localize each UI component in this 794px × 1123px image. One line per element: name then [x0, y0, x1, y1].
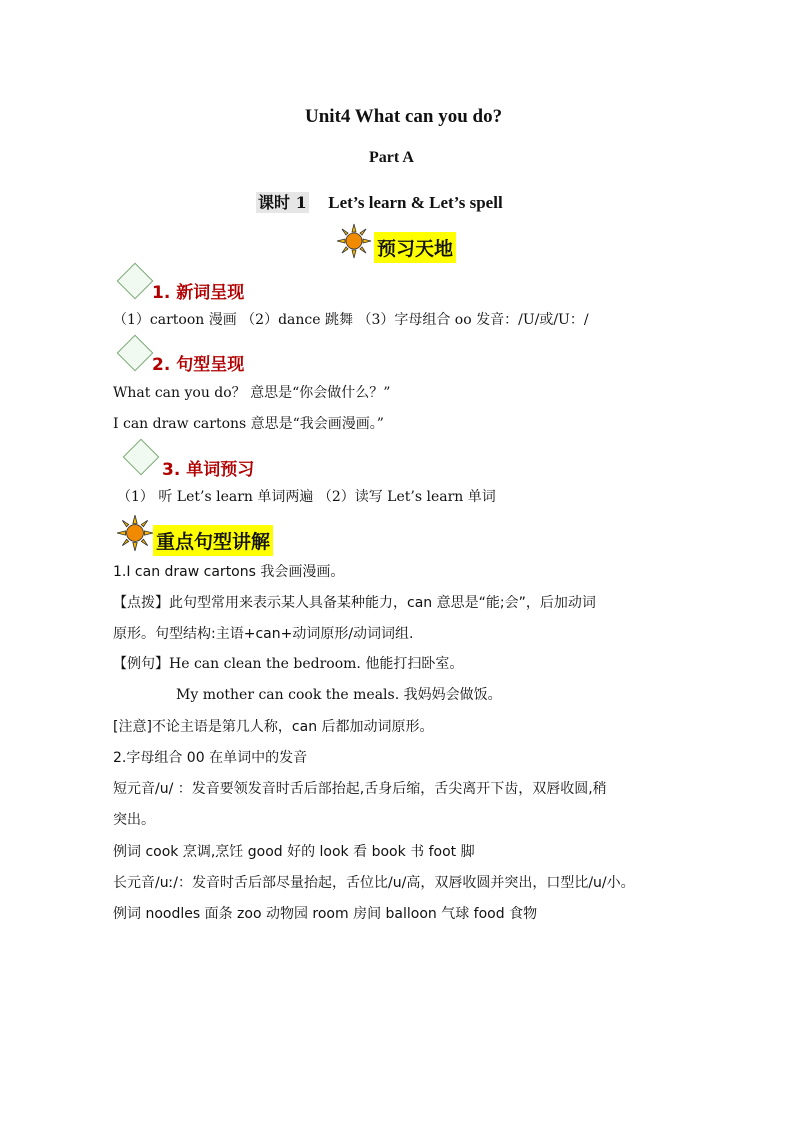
key-line-1: 1.I can draw cartons 我会画漫画。 — [113, 564, 345, 580]
preview-banner: 预习天地 — [374, 232, 456, 263]
key-banner: 重点句型讲解 — [153, 525, 273, 556]
key-line-4: 【例句】He can clean the bedroom. 他能打扫卧室。 — [113, 656, 464, 672]
key-line-6: [注意]不论主语是第几人称，can 后都加动词原形。 — [113, 719, 434, 735]
lesson-text: Let’s learn & Let’s spell — [328, 193, 503, 212]
key-line-5: My mother can cook the meals. 我妈妈会做饭。 — [176, 687, 502, 703]
diamond-icon — [123, 439, 160, 476]
new-words-line: （1）cartoon 漫画 （2）dance 跳舞 （3）字母组合 oo 发音：/U/或/U：/ — [113, 312, 589, 328]
part-label: Part A — [369, 149, 414, 166]
lesson-label: 课时 1 — [258, 193, 307, 212]
word-preview-line: （1） 听 Let’s learn 单词两遍 （2）读写 Let’s learn 单词 — [117, 489, 496, 505]
section-heading-new-words: 1. 新词呈现 — [152, 283, 245, 303]
key-line-12: 例词 noodles 面条 zoo 动物园 room 房间 balloon 气球 food 食物 — [113, 906, 538, 922]
key-line-11: 长元音/uː/：发音时舌后部尽量抬起，舌位比/u/高，双唇收圆并突出，口型比/u/小。 — [113, 875, 635, 891]
key-line-7: 2.字母组合 00 在单词中的发音 — [113, 750, 308, 766]
sentence-line-2: I can draw cartons 意思是“我会画漫画。” — [113, 416, 384, 432]
key-line-2: 【点拨】此句型常用来表示某人具备某种能力，can 意思是“能;会”，后加动词 — [113, 595, 596, 611]
key-line-10: 例词 cook 烹调,烹饪 good 好的 look 看 book 书 foot 脚 — [113, 844, 475, 860]
key-line-9: 突出。 — [113, 812, 155, 828]
sun-icon — [116, 514, 154, 552]
diamond-icon — [117, 263, 154, 300]
page-title: Unit4 What can you do? — [305, 106, 503, 127]
key-line-8: 短元音/u/ ：发音要领发音时舌后部抬起,舌身后缩，舌尖离开下齿，双唇收圆,稍 — [113, 781, 607, 797]
key-line-3: 原形。句型结构:主语+can+动词原形/动词词组. — [113, 626, 414, 642]
section-heading-word-preview: 3. 单词预习 — [162, 460, 255, 480]
section-heading-sentence-pattern: 2. 句型呈现 — [152, 355, 245, 375]
diamond-icon — [117, 335, 154, 372]
sentence-line-1: What can you do？ 意思是“你会做什么？” — [113, 385, 391, 401]
lesson-title — [256, 190, 503, 213]
sun-icon — [336, 223, 372, 259]
